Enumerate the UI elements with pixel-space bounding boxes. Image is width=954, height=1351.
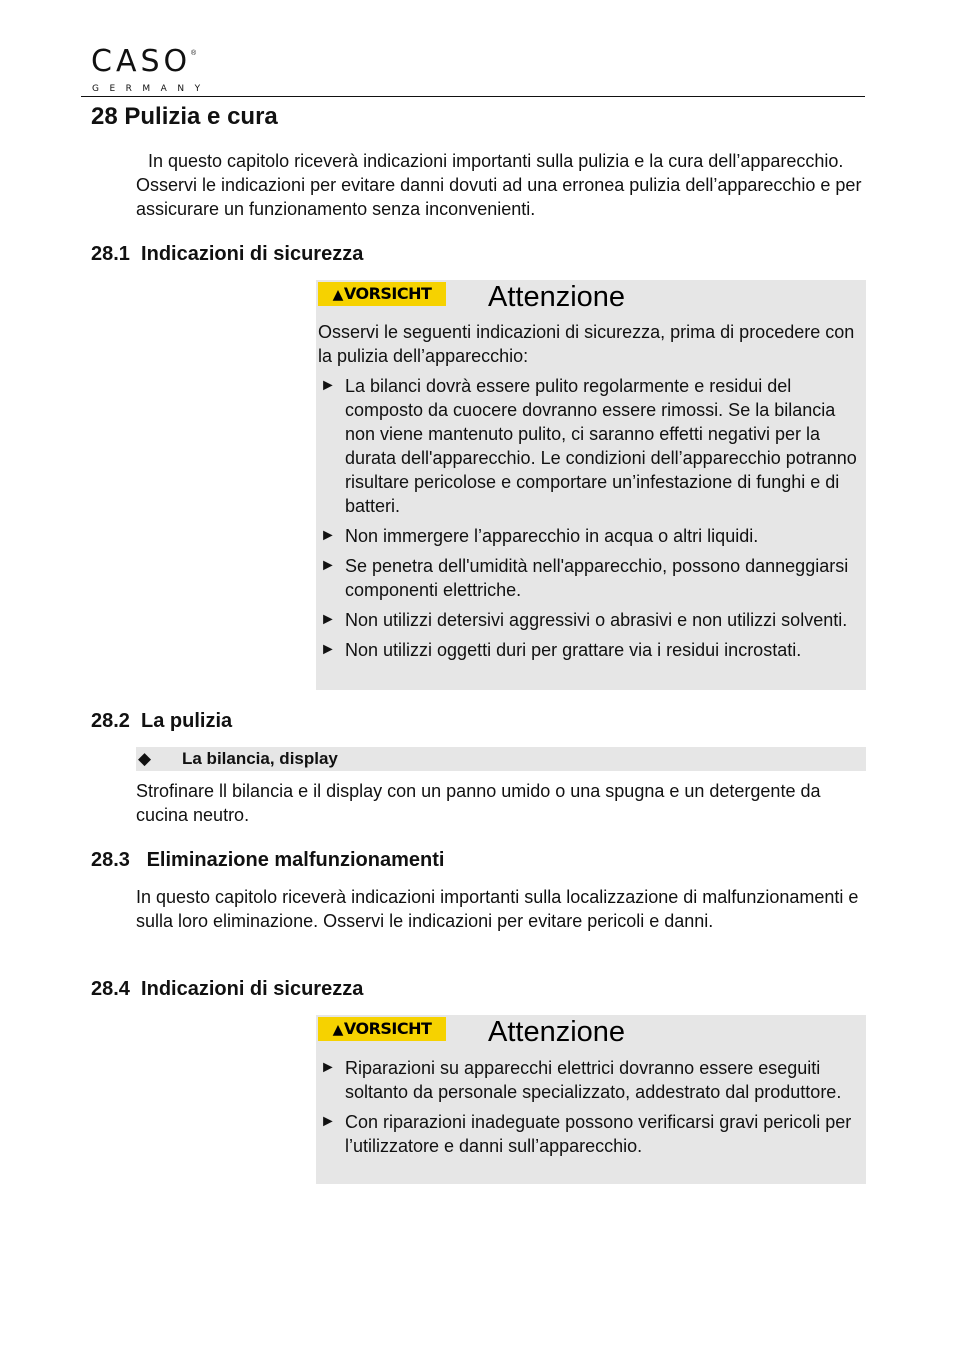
- heading-28-2: 28.2 La pulizia: [91, 710, 233, 732]
- bullet-arrow-icon: ►: [320, 1113, 336, 1130]
- bullet-arrow-icon: ►: [320, 527, 336, 544]
- notice-title: Attenzione: [488, 1016, 626, 1048]
- warning-triangle-icon: ▲: [332, 1022, 343, 1038]
- heading-28-4: 28.4 Indicazioni di sicurezza: [91, 978, 364, 1000]
- bullet-arrow-icon: ►: [320, 377, 336, 394]
- malfunction-text: In questo capitolo riceverà indicazioni importanti sulla localizzazione di malfunzionamenti e sulla loro eliminazione. Osservi le indicazioni per evitare pericoli e danni.: [136, 887, 859, 931]
- notice-body: [318, 320, 864, 668]
- brand-logo: [79, 36, 211, 100]
- list-item: ► Se penetra dell'umidità nell'apparecchio, possono danneggiarsi componenti elettriche.: [320, 556, 849, 600]
- list-item: ► Non utilizzi detersivi aggressivi o abrasivi e non utilizzi solventi.: [320, 610, 848, 630]
- list-item: ► Con riparazioni inadeguate possono verificarsi gravi pericoli per l’utilizzatore e danni sull’apparecchio.: [320, 1112, 852, 1156]
- bullet-arrow-icon: ►: [320, 611, 336, 628]
- cleaning-text: Strofinare ll bilancia e il display con un panno umido o una spugna e un detergente da cucina neutro.: [136, 781, 821, 825]
- heading-28-3: 28.3 Eliminazione malfunzionamenti: [91, 849, 445, 871]
- caution-notice-1: [316, 280, 866, 690]
- bullet-arrow-icon: ►: [320, 1059, 336, 1076]
- intro-text: In questo capitolo riceverà indicazioni importanti sulla pulizia e la cura dell’apparecchio. Osservi le indicazioni per evitare danni dovuti ad una erronea pulizia dell’apparecchio e per assicurare un funzionamento senza inconvenienti.: [136, 151, 862, 219]
- caution-notice-2: [316, 1015, 866, 1184]
- section-title: 28 Pulizia e cura: [91, 103, 278, 130]
- warning-list: [318, 1056, 864, 1158]
- logo-subtitle: GERMANY: [92, 84, 211, 94]
- section-intro: [136, 149, 866, 221]
- notice-lead: Osservi le seguenti indicazioni di sicurezza, prima di procedere con la pulizia dell’apparecchio:: [318, 322, 855, 366]
- subheading-label: La bilancia, display: [182, 749, 338, 768]
- list-item: ► Non utilizzi oggetti duri per grattare via i residui incrostati.: [320, 640, 802, 660]
- list-item: ► Non immergere l’apparecchio in acqua o altri liquidi.: [320, 526, 759, 546]
- bullet-arrow-icon: ►: [320, 557, 336, 574]
- warning-list: [318, 374, 864, 662]
- vorsicht-badge: [318, 282, 446, 306]
- subheading-bar: [136, 747, 866, 771]
- diamond-bullet-icon: ◆: [138, 749, 152, 768]
- notice-body: [318, 1056, 864, 1164]
- vorsicht-badge: [318, 1017, 446, 1041]
- warning-triangle-icon: ▲: [332, 287, 343, 303]
- list-item: ► La bilanci dovrà essere pulito regolarmente e residui del composto da cuocere dovranno essere rimossi. Se la bilancia non viene mantenuto pulito, ci saranno effetti negativi per la durata dell'apparecchio. Le condizioni dell’apparecchio potranno risultare pericolose e comportare un’infestazione di funghi e di batteri.: [320, 376, 857, 516]
- heading-28-1: 28.1 Indicazioni di sicurezza: [91, 243, 364, 265]
- bullet-arrow-icon: ►: [320, 641, 336, 658]
- logo-wordmark: CASO: [91, 44, 192, 79]
- list-item: ► Riparazioni su apparecchi elettrici dovranno essere eseguiti soltanto da personale specializzato, addestrato dal produttore.: [320, 1058, 842, 1102]
- notice-title: Attenzione: [488, 281, 626, 313]
- badge-label: VORSICHT: [343, 1019, 432, 1038]
- logo-registered-mark: ®: [191, 50, 197, 57]
- badge-label: VORSICHT: [343, 284, 432, 303]
- header-divider: [81, 96, 865, 97]
